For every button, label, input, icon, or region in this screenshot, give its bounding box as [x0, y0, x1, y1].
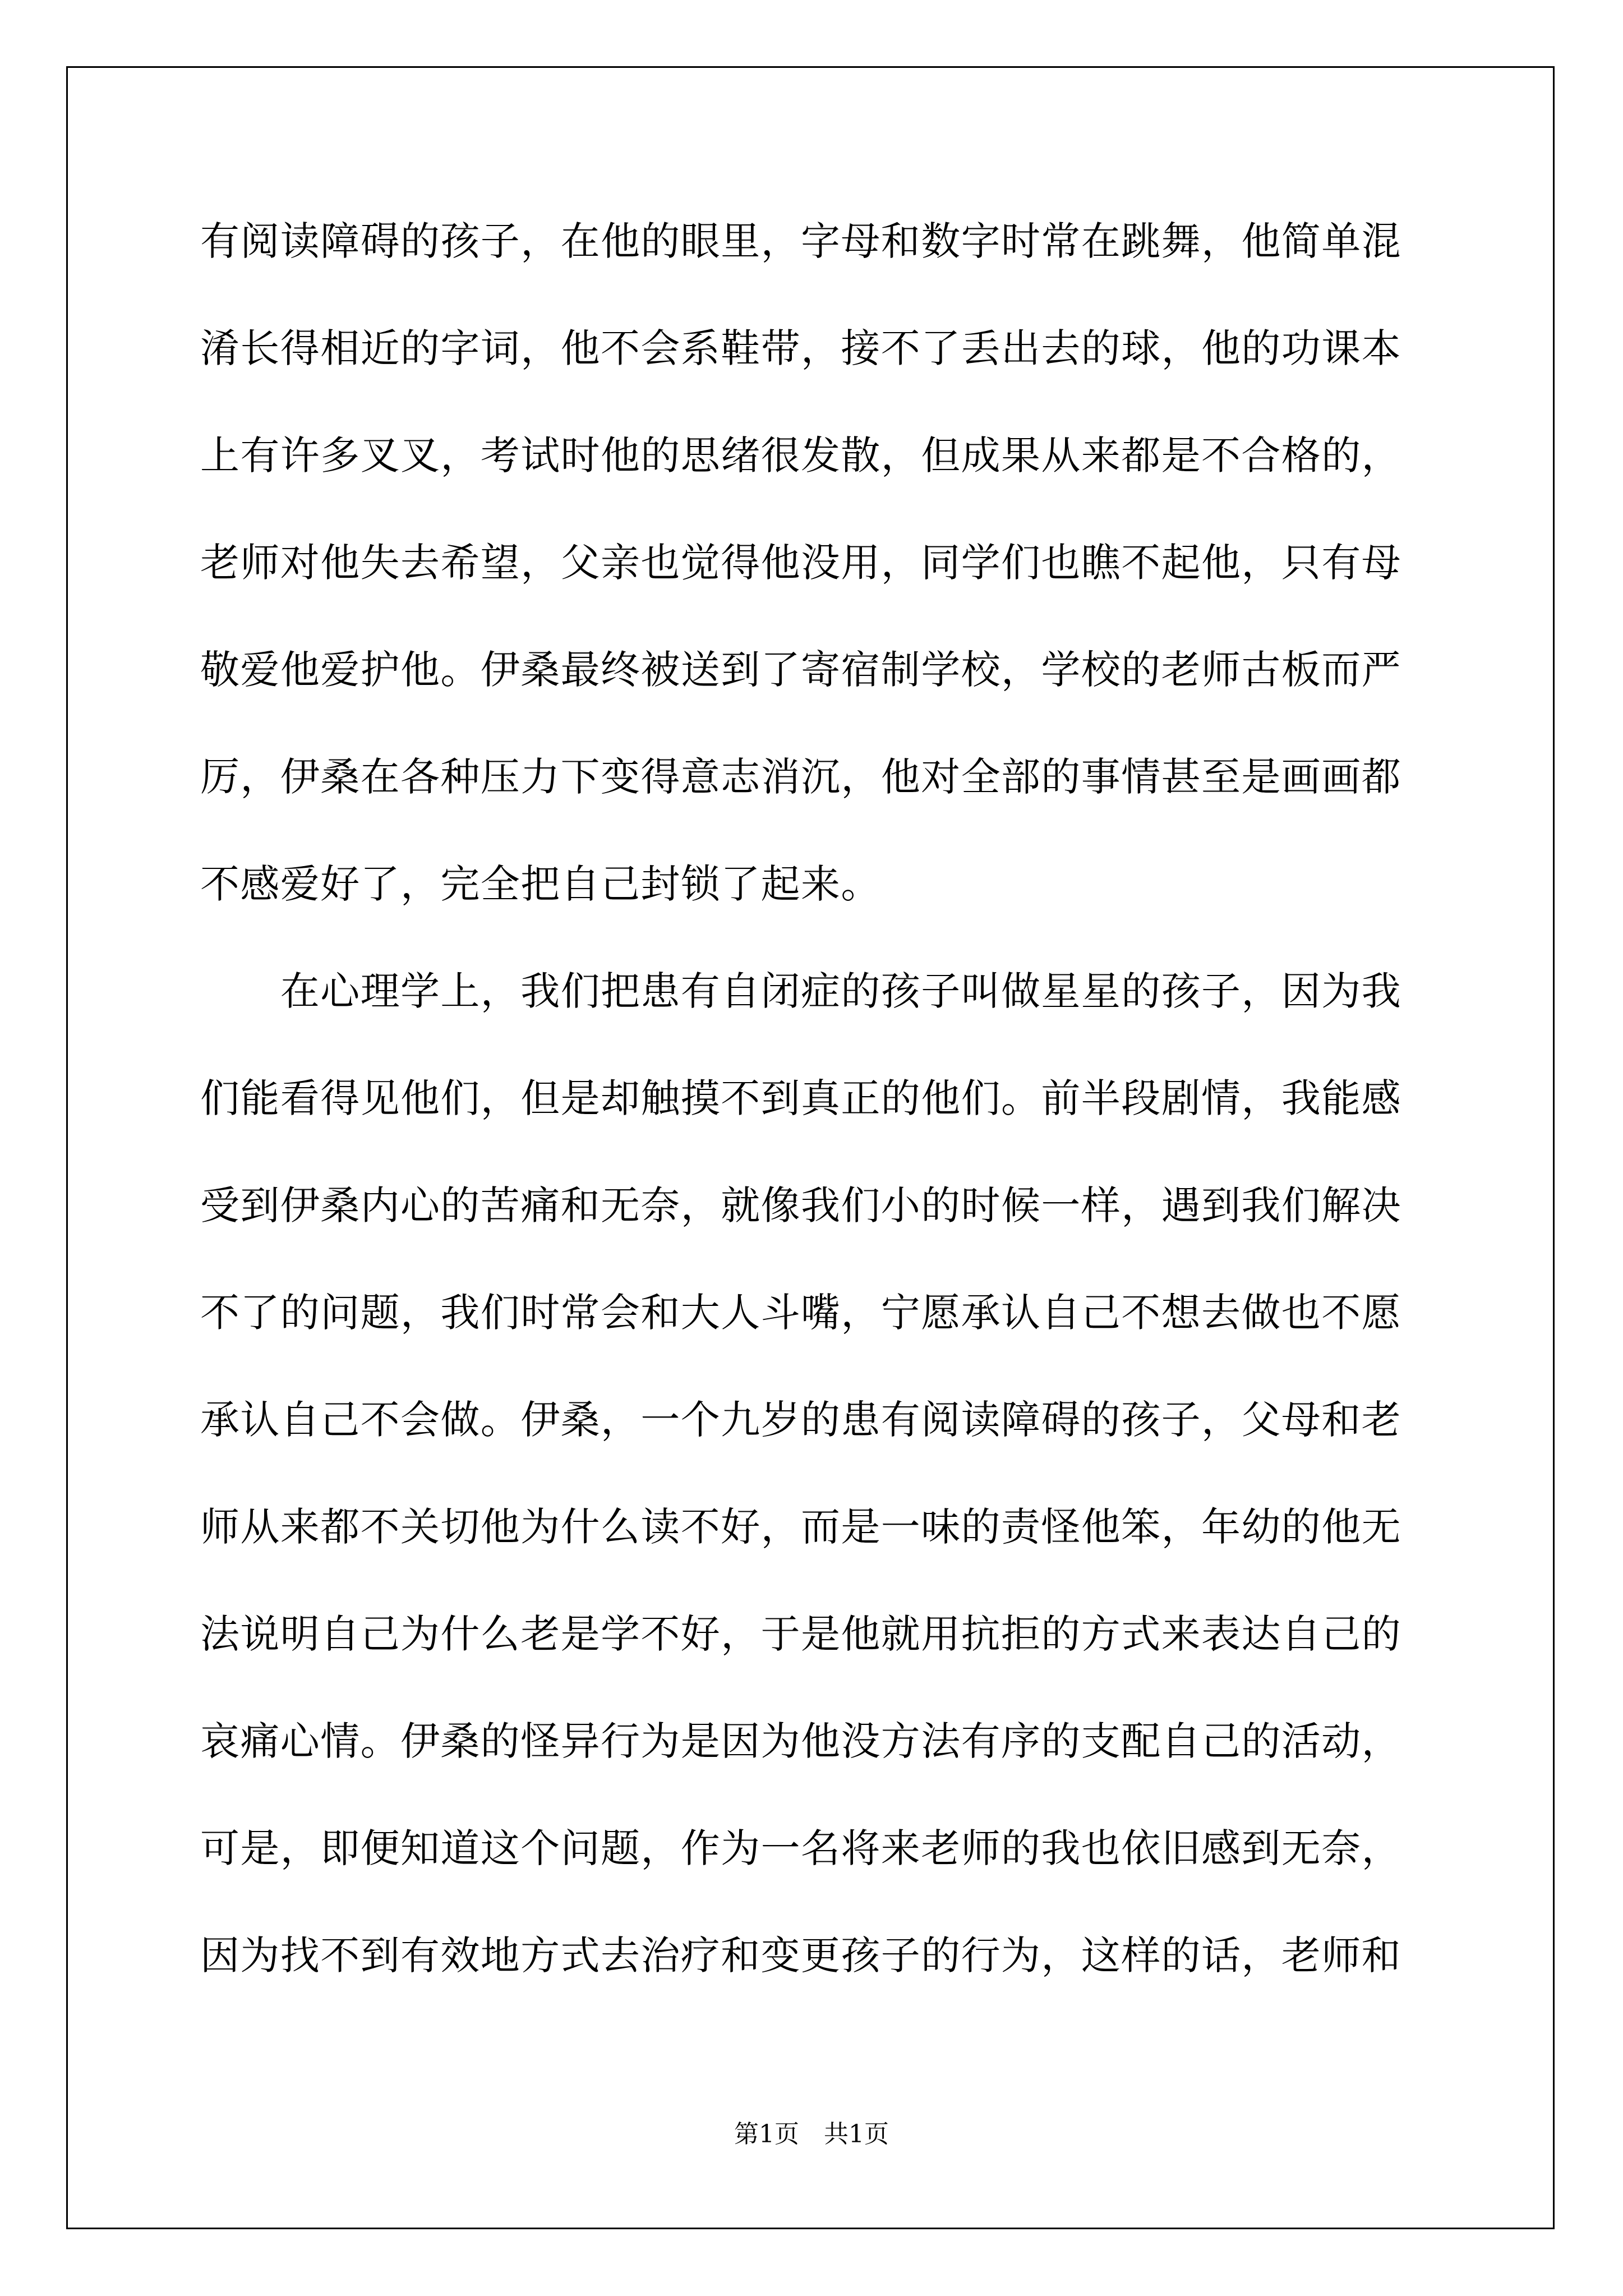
- text-line: 师从来都不关切他为什么读不好，而是一味的责怪他笨，年幼的他无: [200, 1504, 1401, 1550]
- text-line: 法说明自己为什么老是学不好，于是他就用抗拒的方式来表达自己的: [200, 1611, 1401, 1657]
- text-line: 在心理学上，我们把患有自闭症的孩子叫做星星的孩子，因为我: [200, 968, 1401, 1014]
- text-line: 承认自己不会做。伊桑，一个九岁的患有阅读障碍的孩子，父母和老: [200, 1397, 1401, 1443]
- text-line: 因为找不到有效地方式去治疗和变更孩子的行为，这样的话，老师和: [200, 1932, 1401, 1978]
- text-line: 老师对他失去希望，父亲也觉得他没用，同学们也瞧不起他，只有母: [200, 540, 1401, 586]
- text-line: 哀痛心情。伊桑的怪异行为是因为他没方法有序的支配自己的活动，: [200, 1718, 1401, 1764]
- text-line: 厉，伊桑在各种压力下变得意志消沉，他对全部的事情甚至是画画都: [200, 754, 1401, 800]
- text-line: 不了的问题，我们时常会和大人斗嘴，宁愿承认自己不想去做也不愿: [200, 1290, 1401, 1336]
- text-line: 敬爱他爱护他。伊桑最终被送到了寄宿制学校，学校的老师古板而严: [200, 647, 1401, 693]
- text-line: 可是，即便知道这个问题，作为一名将来老师的我也依旧感到无奈，: [200, 1825, 1401, 1871]
- text-line: 淆长得相近的字词，他不会系鞋带，接不了丢出去的球，他的功课本: [200, 325, 1401, 371]
- text-line: 受到伊桑内心的苦痛和无奈，就像我们小的时候一样，遇到我们解决: [200, 1182, 1401, 1228]
- text-line: 不感爱好了，完全把自己封锁了起来。: [200, 861, 881, 907]
- text-line: 上有许多叉叉，考试时他的思绪很发散，但成果从来都是不合格的，: [200, 432, 1401, 478]
- text-line: 们能看得见他们，但是却触摸不到真正的他们。前半段剧情，我能感: [200, 1075, 1401, 1121]
- document-body: [200, 218, 1434, 2043]
- page-number-footer: 第1页 共1页: [734, 2120, 889, 2148]
- text-line: 有阅读障碍的孩子，在他的眼里，字母和数字时常在跳舞，他简单混: [200, 218, 1401, 264]
